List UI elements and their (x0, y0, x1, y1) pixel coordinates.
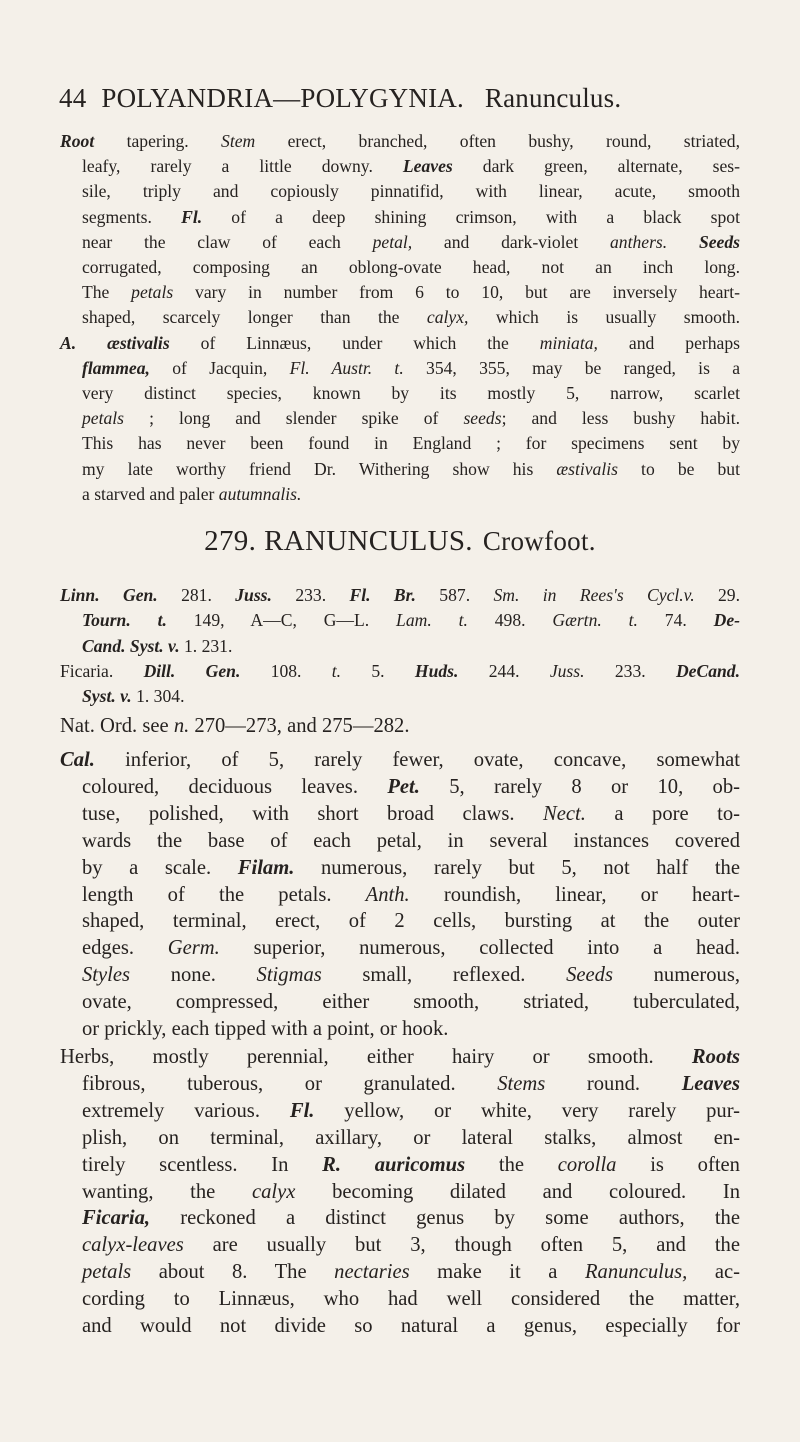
character-line: coloured, deciduous leaves. Pet. 5, rarely 8 or 10, ob- (82, 775, 741, 798)
herbs-line: Herbs, mostly perennial, either hairy or smooth. Roots (60, 1046, 740, 1068)
genus-number: 279. (204, 525, 257, 557)
character-line: wards the base of each petal, in several instances covered (82, 829, 740, 852)
species-description (60, 129, 740, 507)
section-title: POLYANDRIA—POLYGYNIA. (101, 83, 464, 113)
desc-line: shaped, scarcely longer than the calyx, which is usually smooth. (82, 307, 740, 328)
genus-common-name: Crowfoot. (482, 526, 596, 556)
desc-line: segments. Fl. of a deep shining crimson, with a black spot (82, 206, 740, 227)
desc-line: A. æstivalis of Linnæus, under which the miniata, and perhaps (60, 332, 740, 353)
header-genus: Ranunculus. (484, 83, 622, 113)
page-number: 44 (59, 83, 87, 113)
desc-line: corrugated, composing an oblong-ovate head, not an inch long. (82, 257, 740, 278)
desc-line: very distinct species, known by its mostly 5, narrow, scarlet (82, 383, 740, 404)
character-line: length of the petals. Anth. roundish, linear, or heart- (82, 883, 740, 906)
generic-character (60, 747, 740, 1043)
character-line: shaped, terminal, erect, of 2 cells, bursting at the outer (82, 910, 740, 933)
reference-line: Syst. v. 1. 304. (82, 686, 185, 707)
genus-name: RANUNCULUS. (264, 525, 473, 557)
genus-heading (0, 525, 800, 558)
desc-line: sile, triply and copiously pinnatifid, with linear, acute, smooth (82, 181, 740, 202)
herbs-line: Ficaria, reckoned a distinct genus by some authors, the (82, 1207, 740, 1230)
desc-line: near the claw of each petal, and dark-violet anthers. Seeds (82, 231, 740, 252)
desc-line: flammea, of Jacquin, Fl. Austr. t. 354, 355, may be ranged, is a (82, 357, 741, 378)
herbs-line: plish, on terminal, axillary, or lateral stalks, almost en- (82, 1126, 740, 1149)
herbs-line: calyx-leaves are usually but 3, though often 5, and the (82, 1234, 740, 1257)
character-line: edges. Germ. superior, numerous, collected into a head. (82, 937, 740, 960)
desc-line: The petals vary in number from 6 to 10, but are inversely heart- (82, 282, 740, 303)
reference-line: Tourn. t. 149, A—C, G—L. Lam. t. 498. Gærtn. t. 74. De- (82, 610, 741, 631)
character-line: Styles none. Stigmas small, reflexed. Seeds numerous, (82, 964, 741, 987)
desc-line: my late worthy friend Dr. Withering show his æstivalis to be but (82, 458, 740, 479)
reference-line: Linn. Gen. 281. Juss. 233. Fl. Br. 587. Sm. in Rees's Cycl.v. 29. (60, 585, 740, 605)
herbs-line: wanting, the calyx becoming dilated and coloured. In (82, 1180, 741, 1203)
herbs-description (60, 1044, 740, 1340)
natural-order: Nat. Ord. see n. 270—273, and 275—282. (60, 715, 410, 737)
desc-line: petals ; long and slender spike of seeds; and less bushy habit. (82, 408, 740, 429)
character-line: by a scale. Filam. numerous, rarely but 5, not half the (82, 856, 740, 879)
character-line: ovate, compressed, either smooth, striated, tuberculated, (82, 991, 740, 1014)
herbs-line: petals about 8. The nectaries make it a Ranunculus, ac- (82, 1261, 740, 1284)
character-line: or prickly, each tipped with a point, or hook. (82, 1018, 449, 1041)
character-line: Cal. inferior, of 5, rarely fewer, ovate, concave, somewhat (60, 749, 740, 771)
herbs-line: tirely scentless. In R. auricomus the corolla is often (82, 1153, 740, 1176)
reference-line: Ficaria. Dill. Gen. 108. t. 5. Huds. 244. Juss. 233. DeCand. (60, 660, 740, 681)
desc-line: This has never been found in England ; for specimens sent by (82, 433, 740, 454)
herbs-line: cording to Linnæus, who had well considered the matter, (82, 1288, 740, 1311)
desc-line: a starved and paler autumnalis. (82, 483, 302, 504)
herbs-line: fibrous, tuberous, or granulated. Stems round. Leaves (82, 1072, 740, 1095)
desc-line: Root tapering. Stem erect, branched, often bushy, round, striated, (60, 131, 740, 151)
running-header (59, 83, 709, 114)
herbs-line: extremely various. Fl. yellow, or white, very rarely pur- (82, 1099, 741, 1122)
character-line: tuse, polished, with short broad claws. Nect. a pore to- (82, 802, 741, 825)
herbs-line: and would not divide so natural a genus, especially for (82, 1315, 740, 1338)
references (60, 583, 740, 709)
desc-line: leafy, rarely a little downy. Leaves dark green, alternate, ses- (82, 156, 741, 177)
reference-line: Cand. Syst. v. 1. 231. (82, 635, 233, 656)
